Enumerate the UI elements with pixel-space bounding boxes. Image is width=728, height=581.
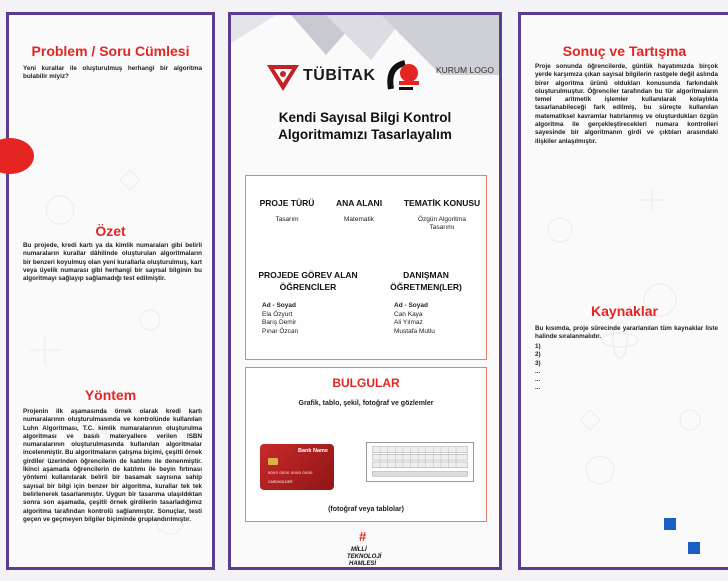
kaynak-item: 2) <box>535 351 541 359</box>
milli-teknoloji-logo <box>337 529 397 569</box>
yontem-text: Projenin ilk aşamasında örnek olarak kredi kartı numaralarının oluşturulmasında ve kontrolünde kullanılan Luhn Algoritması, T.C. kimlik numaralarının oluşturulma algoritması ve basılı materyallere verilen ISBN numaralarının oluşturulmasında kullanılan algoritmalar incelenmiştir. Bu algoritmaların çalışma biçimi, çeşitli örnek girdiler üzerinden öğrencilerin de katılımı ile denenmiştir. İkinci aşamada öğrencilerin de katılımı ile beyin fırtınası yöntemi kullanılarak belirli bir basamak sayısına sahip sayısal bir bilgi için benzer bir algoritma, kurallar tek tek belirlenerek tasarlanmıştır. Uygun bir tasarıma ulaşıldıktan sonra son aşamada, çeşitli örnek girdilerin tasarladığımız algoritma tarafından kontrolü sağlanmıştır. Sonuçlar, testi geçen ve geçmeyen bilgiler biçiminde gruplandırılmıştır. <box>23 408 202 523</box>
milli-line-3: HAMLESİ <box>349 561 376 567</box>
danisman-label-2: ÖĞRETMEN(LER) <box>390 282 462 292</box>
bilim-programlari-logo-icon <box>383 59 427 95</box>
kurum-logo: KURUM LOGO <box>435 65 495 75</box>
bulgular-title: BULGULAR <box>332 376 400 390</box>
tubitak-logo-icon <box>267 65 299 91</box>
title-line-1: Kendi Sayısal Bilgi Kontrol <box>278 110 452 125</box>
gorev-label-2: ÖĞRENCİLER <box>279 282 337 292</box>
ozet-title: Özet <box>95 223 126 239</box>
blue-square-decoration <box>664 518 676 530</box>
kaynaklar-title: Kaynaklar <box>591 303 658 319</box>
kaynak-item: ... <box>535 376 541 384</box>
kaynaklar-text: Bu kısımda, proje sürecinde yararlanılan tüm kaynaklar liste halinde sıralanmalıdır. <box>535 325 718 341</box>
sonuc-title: Sonuç ve Tartışma <box>562 43 687 59</box>
student-name: Barış Demir <box>262 319 297 326</box>
kaynak-list <box>535 343 718 393</box>
student-name: Ela Özyurt <box>262 310 293 318</box>
gorev-label-1: PROJEDE GÖREV ALAN <box>258 270 358 280</box>
svg-text:#: # <box>359 529 367 544</box>
milli-line-1: MİLLİ <box>351 547 367 553</box>
problem-text: Yeni kurallar ile oluşturulmuş herhangi bir algoritma bulabilir miyiz? <box>23 65 202 81</box>
yontem-title: Yöntem <box>84 387 137 403</box>
ozet-text: Bu projede, kredi kartı ya da kimlik numaraları gibi belirli numaraların kurallar dâhilinde oluşturulan algoritmaların bir benzeri koyulmuş olan yeni kurallarla oluşturulmuş, kart veya üyelik numarası gibi herhangi bir sayısal bilginin bu algoritmayı sağlayıp sağlamadığı test edilmiştir. <box>23 242 202 283</box>
kaynak-item: 3) <box>535 359 541 367</box>
advisor-name: Mustafa Mutlu <box>394 327 435 335</box>
students-header: Ad - Soyad <box>262 302 296 309</box>
proje-turu-value: Tasarım <box>275 216 299 223</box>
card-number: 0000 0000 0000 0000 <box>268 470 313 475</box>
students-list <box>262 302 298 336</box>
middle-panel <box>228 12 502 570</box>
left-panel <box>6 12 215 570</box>
kaynak-item: ... <box>535 384 541 392</box>
fotograf-label: (fotoğraf veya tablolar) <box>328 506 404 513</box>
number-grid-image <box>366 442 474 482</box>
advisors-header: Ad - Soyad <box>394 302 428 309</box>
problem-title: Problem / Soru Cümlesi <box>31 43 190 59</box>
advisor-name: Ali Yılmaz <box>394 319 423 326</box>
right-panel <box>518 12 728 570</box>
card-chip-icon <box>268 458 278 465</box>
kaynak-item: ... <box>535 367 541 375</box>
ana-alan-label: ANA ALANI <box>335 198 383 208</box>
advisors-list <box>394 302 435 336</box>
sonuc-text: Proje sonunda öğrencilerde, günlük hayatımızda birçok yerde karşımıza çıkan sayısal bilgilerin rastgele değil aslında birer algoritma ürünü oldukları konusunda farkındalık oluşturulmuştur. Öğrenciler tarafından bu tür algoritmaların temel aritmetik işlemler kullanılarak kolaylıkla tasarlanabileceği fark edilmiş, bu süreçte kullanılan matematiksel kavramlar hatırlanmış ve oluşturdukları özgün algoritma ile gerçekleştirecekleri numara kontrolleri sayesinde bir algoritmanın girdi ve çıktıları arasındaki ilişkiler anlaşılmıştır. <box>535 63 718 145</box>
project-info-box <box>245 175 487 360</box>
advisor-name: Can Kaya <box>394 310 423 318</box>
tematik-value-1: Özgün Algoritma <box>417 216 467 223</box>
card-holder: CARDHOLDER <box>268 480 293 484</box>
blue-square-decoration <box>688 542 700 554</box>
tematik-value-2: Tasarımı <box>429 224 455 231</box>
title-line-2: Algoritmamızı Tasarlayalım <box>278 127 452 142</box>
bulgular-box <box>245 367 487 522</box>
tubitak-wordmark: TÜBİTAK <box>303 67 376 84</box>
student-name: Pınar Özcan <box>262 327 299 335</box>
proje-turu-label: PROJE TÜRÜ <box>259 198 315 208</box>
milli-line-2: TEKNOLOJİ <box>347 554 382 560</box>
logo-row <box>231 57 499 97</box>
danisman-label-1: DANIŞMAN <box>403 270 449 280</box>
credit-card-image <box>260 444 334 490</box>
tematik-label: TEMATİK KONUSU <box>403 198 481 208</box>
ana-alan-value: Matematik <box>344 216 374 223</box>
card-bank-name: Bank Name <box>298 448 328 454</box>
kaynak-item: 1) <box>535 343 541 350</box>
project-title <box>231 109 499 143</box>
bulgular-subtitle: Grafik, tablo, şekil, fotoğraf ve gözlemler <box>298 400 434 407</box>
